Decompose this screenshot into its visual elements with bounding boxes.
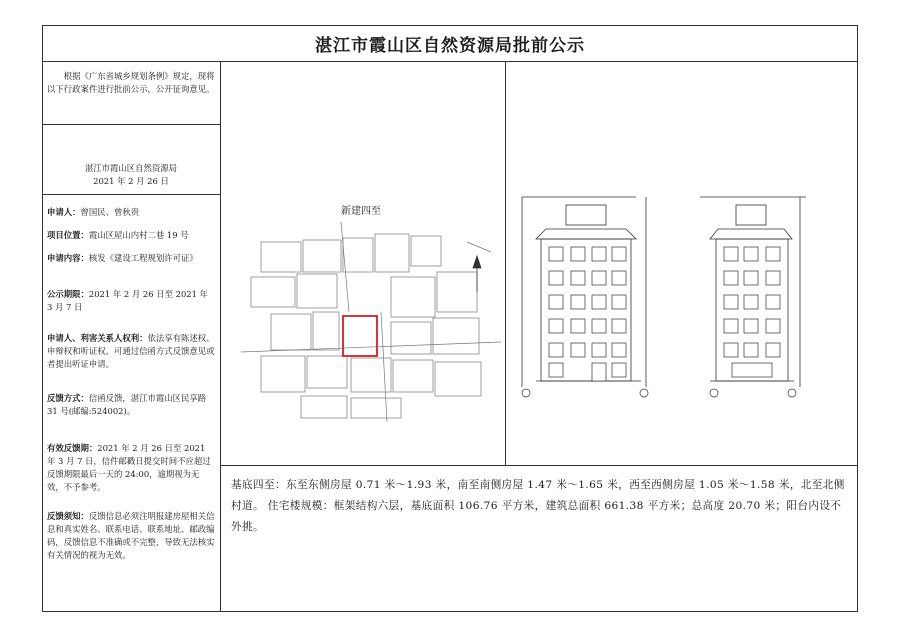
- drawings-panel: [221, 62, 857, 466]
- rights-row: 申请人、利害关系人权利：依法享有陈述权、申辩权和听证权。可通过信函方式反馈意见或者提出听证申请。: [47, 333, 215, 369]
- side-elevation-drawing: [696, 187, 816, 407]
- notice-row: 反馈须知：反馈信息必须注明报建房屋相关信息和真实姓名、联系电话、联系地址、邮政编码，反馈信息不准确或不完整，导致无法核实有关情况的视为无效。: [47, 511, 215, 560]
- project-site-outline: [343, 316, 377, 356]
- issuer: 湛江市霞山区自然资源局: [84, 163, 178, 173]
- site-plan-title: 新建四至: [341, 206, 381, 217]
- divider: [43, 124, 220, 125]
- period-row: 公示期限：2021 年 2 月 26 日至 2021 年 3 月 7 日: [47, 289, 208, 312]
- panel-divider: [505, 62, 506, 466]
- page-title: 湛江市霞山区自然资源局批前公示: [43, 26, 857, 62]
- intro-text: 根据《广东省城乡规划条例》规定，现将以下行政案件进行批前公示，公开征询意见。: [47, 71, 215, 94]
- valid-period-row: 有效反馈期：2021 年 2 月 26 日至 2021 年 3 月 7 日，信件邮戳日提交时间不应超过反馈期限最后一天的 24:00，逾期视为无效，不予参考。: [47, 443, 211, 492]
- applicant-row: 申请人：曾国民、曾秋贵: [47, 207, 140, 217]
- site-plan-map: [241, 222, 501, 422]
- location-row: 项目位置：霞山区屋山内村二巷 19 号: [47, 230, 189, 240]
- left-column: [43, 62, 221, 611]
- project-description: 基底四至：东至东侧房屋 0.71 米～1.93 米，南至南侧房屋 1.47 米～1.65 米，西至西侧房屋 1.05 米～1.58 米，北至北侧村道。 住宅楼规模：框架结构六层，基底面积 106.76 平方米，建筑总面积 661.38 平方米；总高度 20.70 米；阳台内设不外挑。: [231, 479, 845, 533]
- content-row: 申请内容：核发《建设工程规划许可证》: [47, 253, 198, 263]
- notice-frame: [42, 25, 858, 612]
- feedback-row: 反馈方式：信函反馈，湛江市霞山区民享路 31 号(邮编:524002)。: [47, 393, 207, 416]
- divider: [43, 194, 220, 195]
- issue-date: 2021 年 2 月 26 日: [93, 176, 169, 186]
- front-elevation-drawing: [516, 187, 656, 407]
